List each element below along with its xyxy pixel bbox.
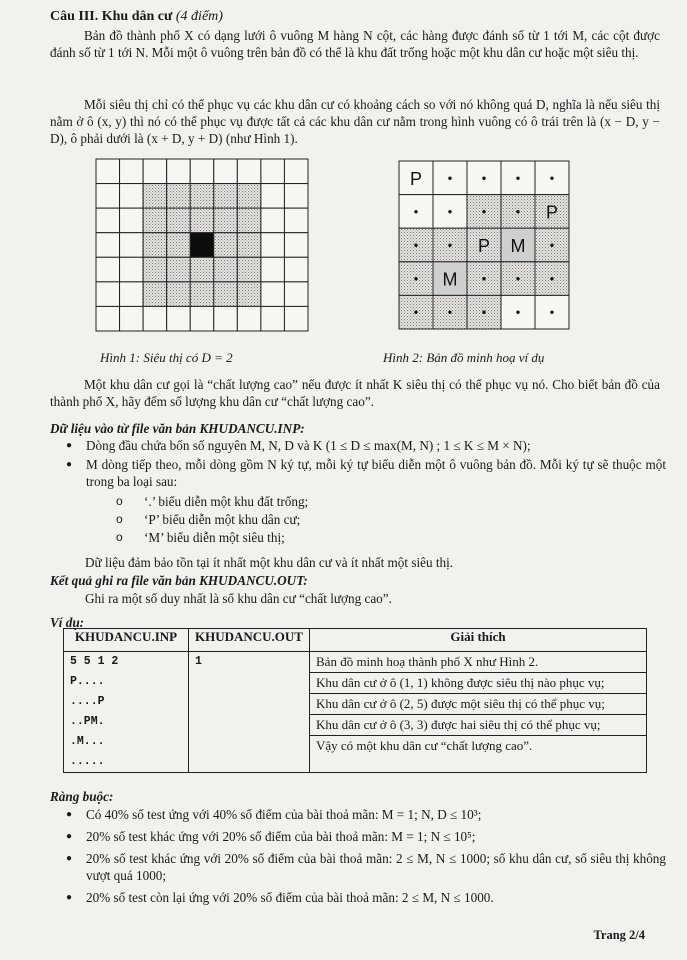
grid-cell: [96, 282, 120, 307]
map-empty-label: •: [413, 204, 419, 219]
intro-paragraph-1: Bản đồ thành phố X có dạng lưới ô vuông M hàng N cột, các hàng được đánh số từ 1 tới M, các cột được đánh số từ 1 tới N. Mỗi một ô vuông trên bản đồ có thể là khu đất trống hoặc một khu dân cư hoặc một siêu thị.: [50, 28, 660, 60]
map-empty-label: •: [515, 170, 521, 185]
explain-line: Khu dân cư ở ô (2, 5) được một siêu thị có thể phục vụ;: [310, 694, 646, 715]
map-empty-label: •: [481, 271, 487, 286]
grid-cell: [284, 282, 308, 307]
map-empty-label: •: [515, 305, 521, 320]
grid-cell: [284, 306, 308, 331]
char-type-residence: o ‘P’ biểu diễn một khu dân cư;: [116, 511, 666, 529]
grid-cell: [214, 306, 238, 331]
explain-line: Bản đồ minh hoạ thành phố X như Hình 2.: [310, 652, 646, 673]
output-description: Ghi ra một số duy nhất là số khu dân cư “chất lượng cao”.: [85, 591, 392, 606]
explain-line: Khu dân cư ở ô (3, 3) được hai siêu thị có thể phục vụ;: [310, 715, 646, 736]
figure-2-svg: [398, 160, 570, 330]
example-output-cell: [189, 652, 310, 773]
grid-cell: [120, 184, 144, 209]
map-residence-label: P: [477, 236, 491, 256]
map-empty-label: •: [549, 271, 555, 286]
map-empty-label: •: [447, 204, 453, 219]
example-header-output: KHUDANCU.OUT: [189, 629, 310, 652]
grid-cell: [261, 306, 285, 331]
grid-cell: [190, 208, 214, 233]
grid-cell: [237, 208, 261, 233]
grid-cell: [167, 159, 191, 184]
figure-1-svg: [95, 158, 309, 332]
grid-cell: [190, 184, 214, 209]
grid-cell: [120, 233, 144, 258]
grid-cell: [120, 306, 144, 331]
example-heading: Ví dụ:: [50, 615, 85, 630]
grid-cell: [237, 233, 261, 258]
grid-cell: [143, 233, 167, 258]
grid-cell: [214, 208, 238, 233]
grid-cell: [143, 306, 167, 331]
grid-cell: [96, 184, 120, 209]
map-empty-label: •: [447, 305, 453, 320]
figure-1-caption: Hình 1: Siêu thị có D = 2: [100, 350, 233, 365]
map-market-label: M: [510, 236, 526, 256]
grid-cell: [120, 208, 144, 233]
map-empty-label: •: [549, 238, 555, 252]
grid-cell: [96, 233, 120, 258]
figure-2-caption: Hình 2: Bản đồ minh hoạ ví dụ: [383, 350, 545, 365]
grid-cell: [96, 208, 120, 233]
output-heading: Kết quả ghi ra file văn bản KHUDANCU.OUT:: [50, 573, 308, 588]
grid-cell: [214, 184, 238, 209]
grid-cell: [284, 159, 308, 184]
grid-cell: [167, 306, 191, 331]
section-title: [50, 8, 223, 25]
map-empty-label: •: [447, 238, 453, 252]
grid-cell: [120, 282, 144, 307]
map-empty-label: •: [515, 271, 521, 286]
map-empty-label: •: [447, 170, 453, 185]
section-title-text: Câu III. Khu dân cư: [50, 9, 173, 24]
grid-cell: [261, 282, 285, 307]
grid-cell: [167, 282, 191, 307]
grid-cell: [167, 233, 191, 258]
constraint-item: ● 20% số test khác ứng với 20% số điểm của bài thoả mãn: 2 ≤ M, N ≤ 1000; số khu dân cư, số siêu thị không vượt quá 1000;: [66, 850, 666, 884]
explain-line: Vậy có một khu dân cư “chất lượng cao”.: [316, 738, 533, 753]
figure-1-grid: [95, 158, 309, 332]
constraints-list: [66, 806, 666, 906]
grid-cell: [190, 159, 214, 184]
grid-cell: [190, 282, 214, 307]
example-input-line: .....: [70, 755, 105, 768]
grid-cell: [237, 306, 261, 331]
guarantee-text: Dữ liệu đảm bảo tồn tại ít nhất một khu dân cư và ít nhất một siêu thị.: [85, 555, 454, 570]
map-empty-label: •: [413, 305, 419, 320]
grid-cell: [214, 233, 238, 258]
constraints-heading: Ràng buộc:: [50, 789, 114, 804]
map-empty-label: •: [549, 170, 555, 185]
map-empty-label: •: [515, 204, 521, 219]
map-empty-label: •: [481, 305, 487, 320]
explain-line: Khu dân cư ở ô (1, 1) không được siêu thị nào phục vụ;: [310, 673, 646, 694]
grid-cell: [237, 257, 261, 282]
map-empty-label: •: [481, 204, 487, 219]
constraint-item: ● 20% số test còn lại ứng với 20% số điểm của bài thoả mãn: 2 ≤ M, N ≤ 1000.: [66, 889, 666, 906]
input-heading: Dữ liệu vào từ file văn bản KHUDANCU.INP:: [50, 421, 305, 436]
map-empty-label: •: [481, 170, 487, 185]
input-bullets: [66, 437, 666, 547]
map-empty-label: •: [413, 238, 419, 252]
example-input-line: P....: [70, 675, 105, 688]
constraint-item: ● 20% số test khác ứng với 20% số điểm của bài thoả mãn: M = 1; N ≤ 10⁵;: [66, 828, 666, 845]
grid-cell: [143, 257, 167, 282]
grid-cell: [261, 233, 285, 258]
map-residence-label: P: [409, 168, 423, 189]
grid-cell: [167, 208, 191, 233]
grid-cell: [96, 159, 120, 184]
figure-2-grid: [398, 160, 570, 330]
grid-cell: [261, 257, 285, 282]
page-number: Trang 2/4: [593, 928, 645, 942]
grid-cell: [96, 257, 120, 282]
map-market-label: M: [442, 269, 458, 290]
grid-cell: [143, 208, 167, 233]
grid-cell: [120, 159, 144, 184]
grid-cell: [261, 159, 285, 184]
char-type-market: o ‘M’ biểu diễn một siêu thị;: [116, 529, 666, 547]
example-input-line: .M...: [70, 735, 105, 748]
grid-cell: [261, 184, 285, 209]
grid-cell: [284, 257, 308, 282]
input-bullet-2: ● M dòng tiếp theo, mỗi dòng gồm N ký tự, mỗi ký tự biểu diễn một ô vuông bản đồ. Mỗi ký tự sẽ thuộc một trong ba loại sau:: [66, 456, 666, 490]
grid-cell: [120, 257, 144, 282]
example-input-cell: [64, 652, 189, 773]
grid-cell: [237, 159, 261, 184]
grid-cell: [214, 282, 238, 307]
example-header-explain: Giải thích: [310, 629, 647, 652]
constraint-item: ● Có 40% số test ứng với 40% số điểm của bài thoả mãn: M = 1; N, D ≤ 10³;: [66, 806, 666, 823]
grid-cell: [167, 184, 191, 209]
grid-cell: [143, 159, 167, 184]
example-input-line: ....P: [70, 695, 105, 708]
example-input-line: 5 5 1 2: [70, 655, 119, 668]
grid-cell: [284, 233, 308, 258]
map-empty-label: •: [549, 305, 555, 320]
grid-cell: [190, 257, 214, 282]
grid-cell: [167, 257, 191, 282]
market-cell: [190, 233, 214, 258]
quality-definition: Một khu dân cư gọi là “chất lượng cao” nếu được ít nhất K siêu thị có thể phục vụ nó. Cho biết bản đồ của thành phố X, hãy đếm số lượng khu dân cư “chất lượng cao”.: [50, 377, 660, 409]
map-residence-label: P: [545, 202, 559, 223]
intro-paragraph-2: Mỗi siêu thị chỉ có thể phục vụ các khu dân cư có khoảng cách so với nó không quá D, nghĩa là nếu siêu thị nằm ở ô (x, y) thì nó có thể phục vụ được tất cả các khu dân cư nằm trong hình vuông có ô trái trên là (x − D, y − D), ô phải dưới là (x + D, y + D) (như Hình 1).: [50, 97, 660, 146]
grid-cell: [143, 282, 167, 307]
grid-cell: [214, 257, 238, 282]
example-header-input: KHUDANCU.INP: [64, 629, 189, 652]
example-output-value: 1: [195, 655, 202, 668]
example-input-line: ..PM.: [70, 715, 105, 728]
grid-cell: [143, 184, 167, 209]
grid-cell: [237, 184, 261, 209]
grid-cell: [237, 282, 261, 307]
map-empty-label: •: [413, 271, 419, 286]
grid-cell: [96, 306, 120, 331]
grid-cell: [190, 306, 214, 331]
grid-cell: [284, 208, 308, 233]
example-explain-cell: [310, 652, 647, 773]
input-bullet-1: ● Dòng đầu chứa bốn số nguyên M, N, D và K (1 ≤ D ≤ max(M, N) ; 1 ≤ K ≤ M × N);: [66, 437, 666, 454]
section-points: (4 điểm): [175, 9, 223, 24]
char-type-empty: o ‘.’ biểu diễn một khu đất trống;: [116, 493, 666, 511]
grid-cell: [261, 208, 285, 233]
grid-cell: [284, 184, 308, 209]
example-table: [63, 628, 647, 773]
grid-cell: [214, 159, 238, 184]
